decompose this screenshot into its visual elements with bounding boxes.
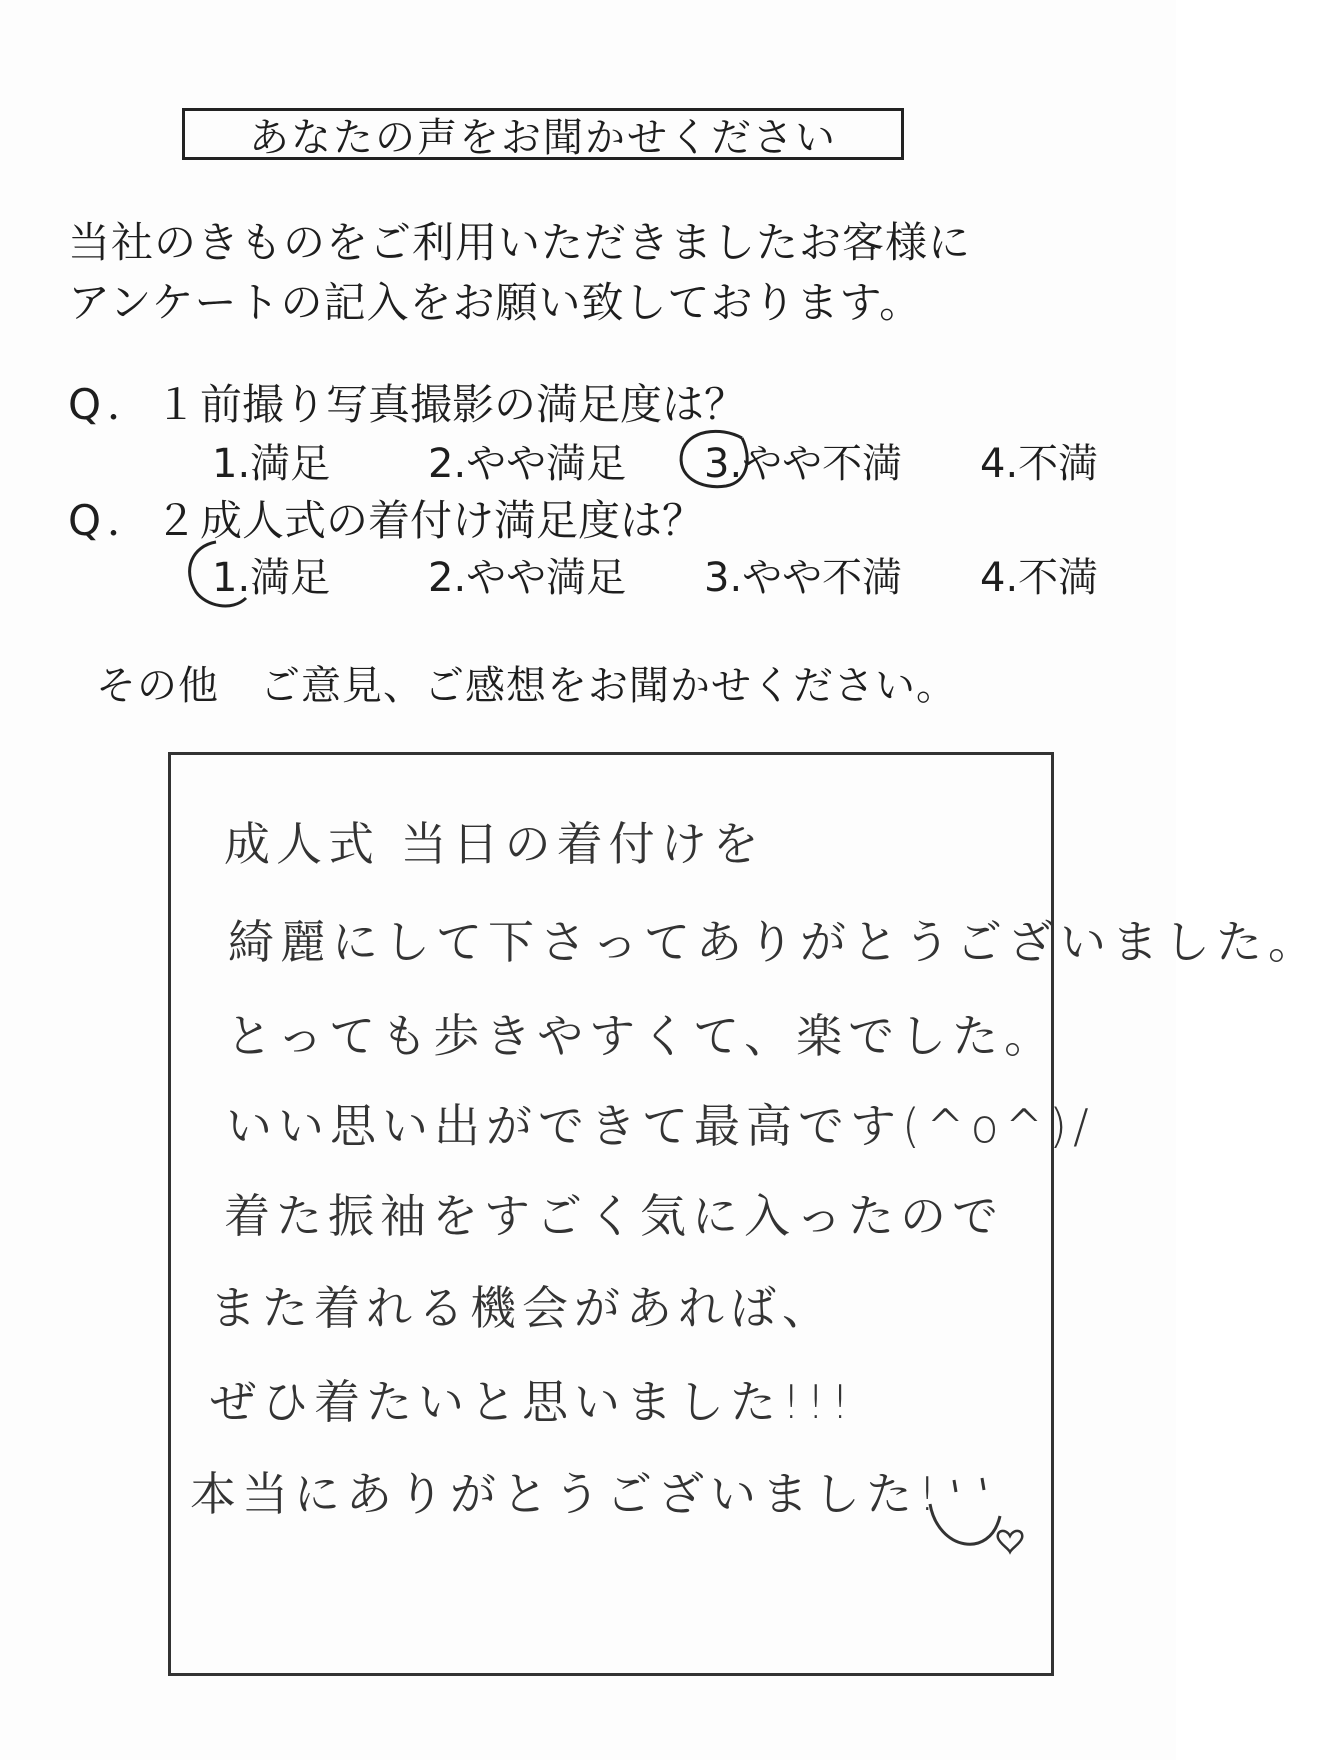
form-title-box	[182, 108, 904, 160]
comment-line-5: 着た振袖をすごく気に入ったので	[224, 1189, 1004, 1243]
q2-option-4[interactable]: 4.不満	[980, 555, 1099, 601]
q1-option-1[interactable]: 1.満足	[212, 441, 331, 487]
form-title: あなたの声をお聞かせください	[249, 114, 837, 161]
q1-option-4[interactable]: 4.不満	[980, 441, 1099, 487]
comment-line-8: 本当にありがとうございました!	[190, 1467, 943, 1521]
q2-option-1[interactable]: 1.満足	[212, 555, 331, 601]
question-2-options	[0, 546, 1176, 602]
comment-line-3: とっても歩きやすくて、楽でした。	[226, 1009, 1057, 1063]
comment-line-6: また着れる機会があれば、	[210, 1281, 834, 1335]
q2-option-2[interactable]: 2.やや満足	[428, 555, 627, 601]
comment-line-2: 綺麗にして下さってありがとうございました。	[228, 915, 1320, 969]
comment-line-7: ぜひ着たいと思いました!!!	[210, 1375, 856, 1429]
q2-option-3[interactable]: 3.やや不満	[704, 555, 903, 601]
question-1-number: Q．１	[68, 380, 204, 429]
question-1	[68, 372, 746, 432]
question-2	[68, 488, 704, 548]
intro-line-1: 当社のきものをご利用いただきましたお客様に	[68, 218, 972, 267]
question-1-options	[0, 432, 1176, 488]
question-2-number: Q．２	[68, 496, 204, 545]
q1-option-3[interactable]: 3.やや不満	[704, 441, 903, 487]
question-1-text: 前撮り写真撮影の満足度は？	[200, 380, 747, 429]
comment-line-1: 成人式 当日の着付けを	[224, 817, 765, 871]
q1-option-2[interactable]: 2.やや満足	[428, 441, 627, 487]
question-2-text: 成人式の着付け満足度は？	[200, 496, 705, 545]
other-comments-prompt: その他 ご意見、ご感想をお聞かせください。	[96, 663, 957, 709]
comment-line-4: いい思い出ができて最高です(^o^)/	[226, 1099, 1095, 1153]
intro-line-2: アンケートの記入をお願い致しております。	[68, 278, 923, 327]
